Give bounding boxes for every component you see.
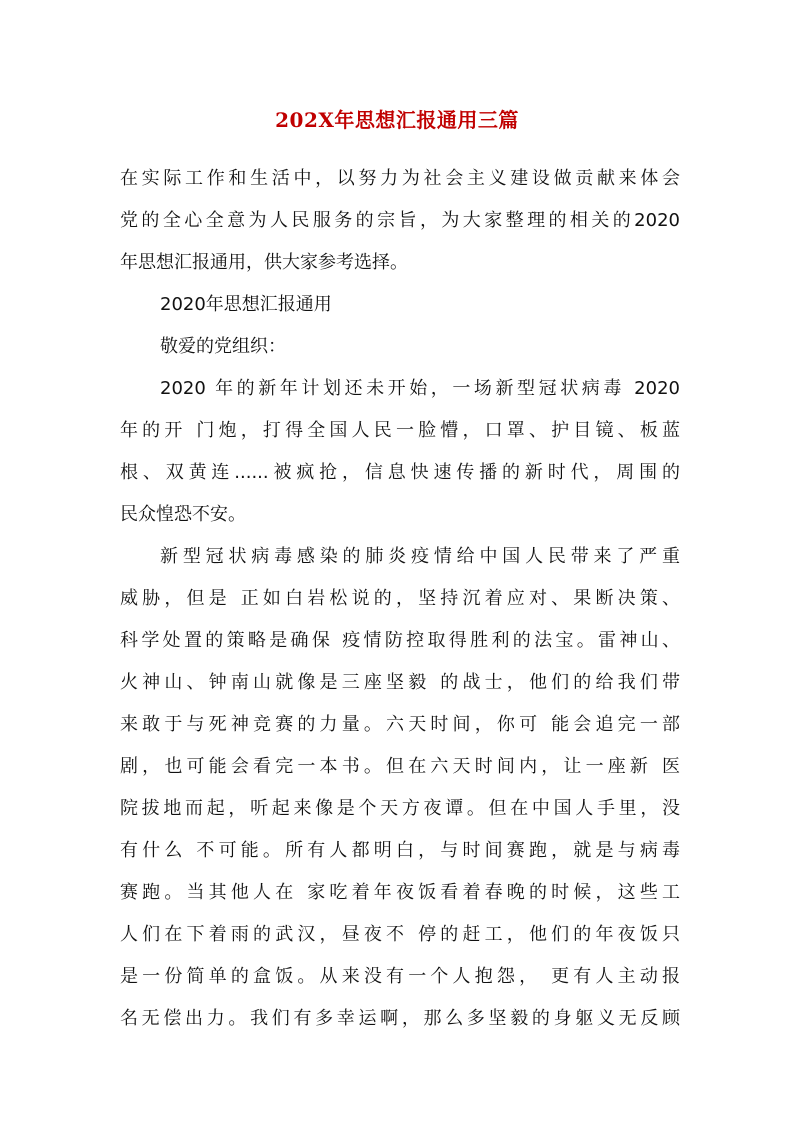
paragraph-line: 科学处置的策略是确保 疫情防控取得胜利的法宝。雷神山、	[120, 630, 680, 651]
paragraph-line: 党的全心全意为人民服务的宗旨，为大家整理的相关的2020	[120, 210, 680, 231]
paragraph-line: 民众惶恐不安。	[120, 504, 246, 525]
paragraph-line: 新型冠状病毒感染的肺炎疫情给中国人民带来了严重	[160, 546, 680, 567]
document-title: 202X年思想汇报通用三篇	[275, 108, 519, 132]
paragraph-line: 威胁，但是 正如白岩松说的，坚持沉着应对、果断决策、	[120, 588, 680, 609]
paragraph-line: 年思想汇报通用，供大家参考选择。	[120, 252, 408, 273]
paragraph-line: 赛跑。当其他人在 家吃着年夜饭看着春晚的时候，这些工	[120, 882, 680, 903]
paragraph-line: 根、双黄连......被疯抢，信息快速传播的新时代，周围的	[120, 462, 680, 483]
paragraph-line: 人们在下着雨的武汉，昼夜不 停的赶工，他们的年夜饭只	[120, 924, 680, 945]
paragraph-line: 火神山、钟南山就像是三座坚毅 的战士，他们的给我们带	[120, 672, 680, 693]
paragraph-line: 院拔地而起，听起来像是个天方夜谭。但在中国人手里，没	[120, 798, 680, 819]
section-heading: 2020年思想汇报通用	[160, 294, 332, 315]
paragraph-line: 名无偿出力。我们有多幸运啊，那么多坚毅的身躯义无反顾	[120, 1008, 680, 1029]
paragraph-line: 年的开 门炮，打得全国人民一脸懵，口罩、护目镜、板蓝	[120, 420, 680, 441]
paragraph-line: 2020 年的新年计划还未开始，一场新型冠状病毒 2020	[160, 378, 680, 399]
paragraph-line: 在实际工作和生活中，以努力为社会主义建设做贡献来体会	[120, 168, 680, 189]
paragraph-line: 来敢于与死神竞赛的力量。六天时间，你可 能会追完一部	[120, 714, 680, 735]
salutation: 敬爱的党组织：	[160, 336, 286, 357]
paragraph-line: 有什么 不可能。所有人都明白，与时间赛跑，就是与病毒	[120, 840, 680, 861]
paragraph-line: 剧，也可能会看完一本书。但在六天时间内，让一座新 医	[120, 756, 680, 777]
paragraph-line: 是一份简单的盒饭。从来没有一个人抱怨， 更有人主动报	[120, 966, 680, 987]
